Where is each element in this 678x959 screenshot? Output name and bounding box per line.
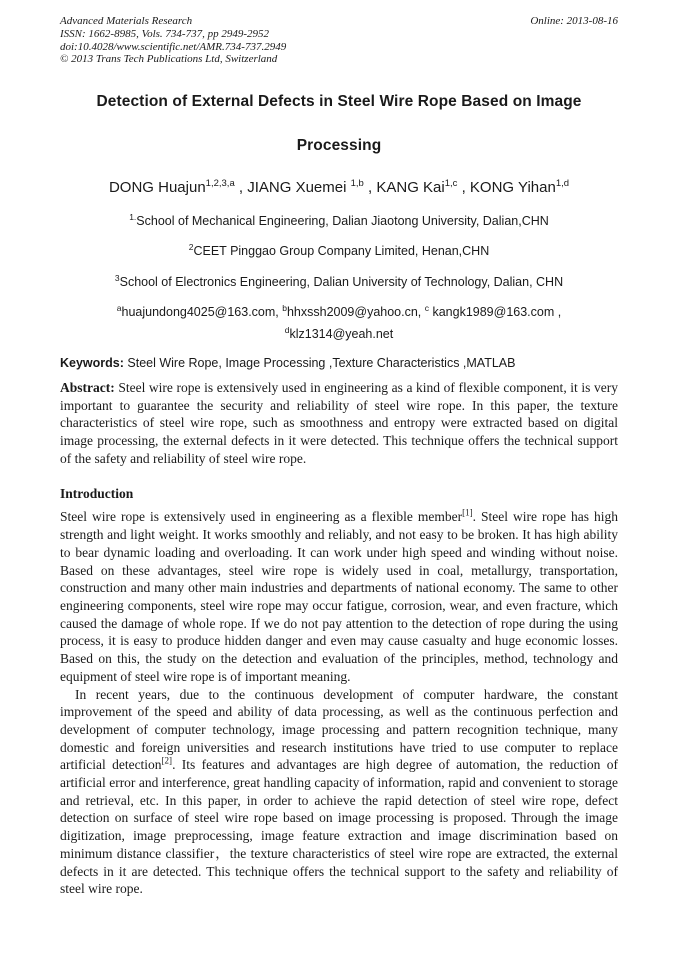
author-emails bbox=[60, 299, 618, 343]
citation-ref-1: [1] bbox=[462, 507, 473, 518]
affiliation-text: School of Electronics Engineering, Dalian University of Technology, Dalian, CHN bbox=[119, 274, 564, 289]
affiliation-superscript: 3 bbox=[114, 272, 120, 283]
paragraph-text: In recent years, due to the continuous development of computer hardware, the constant improvement of the speed and ability of data processing, as well as the continuous perfection and development of computer technology, image processing and pattern recognition technique, many domestic and foreign universities and research institutions have tried to use computer to replace artificial detection bbox=[60, 686, 618, 773]
copyright-line: © 2013 Trans Tech Publications Ltd, Switzerland bbox=[60, 53, 278, 66]
author-name: KANG Kai bbox=[376, 179, 445, 197]
email-superscript: c bbox=[424, 302, 429, 313]
author-separator: , bbox=[363, 179, 377, 197]
author-separator: , bbox=[457, 179, 470, 197]
keywords-text: Steel Wire Rope, Image Processing ,Texture Characteristics ,MATLAB bbox=[123, 355, 516, 370]
email-address: klz1314@yeah.net bbox=[289, 326, 394, 341]
journal-header bbox=[60, 15, 618, 66]
introduction-paragraph-2 bbox=[60, 686, 618, 898]
affiliations bbox=[60, 204, 618, 294]
email-address: huajundong4025@163.com, bbox=[121, 304, 283, 319]
keywords-label: Keywords: bbox=[60, 355, 124, 370]
section-heading-introduction: Introduction bbox=[60, 486, 134, 502]
authors-line bbox=[60, 174, 618, 198]
affiliation-text: CEET Pinggao Group Company Limited, Henan,CHN bbox=[193, 244, 490, 259]
journal-header-left bbox=[60, 15, 286, 66]
author-name: KONG Yihan bbox=[469, 179, 556, 197]
abstract-label: Abstract: bbox=[60, 379, 115, 395]
paper-title bbox=[60, 80, 618, 168]
email-line bbox=[60, 299, 618, 321]
affiliation-line bbox=[60, 265, 618, 295]
author-superscript: 1,c bbox=[444, 178, 458, 190]
journal-title: Advanced Materials Research bbox=[60, 15, 193, 27]
paper-title-line1: Detection of External Defects in Steel Wire Rope Based on Image bbox=[96, 93, 582, 111]
abstract-text: Steel wire rope is extensively used in engineering as a kind of flexible component, it is very important to guarantee the security and reliability of steel wire rope. In this paper, the texture characteristics of steel wire rope, such as smoothness and entropy were extracted based on digital image processing, the external defects in it were detected. This technique offers the technical support of the safety and reliability of steel wire rope. bbox=[60, 379, 618, 466]
email-address: kangk1989@163.com , bbox=[429, 304, 562, 319]
author-name: JIANG Xuemei bbox=[247, 179, 351, 197]
author-superscript: 1,d bbox=[555, 178, 570, 190]
paper-title-line2: Processing bbox=[296, 137, 382, 155]
affiliation-text: School of Mechanical Engineering, Dalian Jiaotong University, Dalian,CHN bbox=[136, 214, 549, 229]
affiliation-line bbox=[60, 234, 618, 264]
issn-line: ISSN: 1662-8985, Vols. 734-737, pp 2949-2952 bbox=[60, 27, 269, 40]
author-separator: , bbox=[234, 179, 248, 197]
email-line bbox=[60, 321, 618, 343]
paragraph-text: . Steel wire rope has high strength and light weight. It works smoothly and reliably, and not easy to be broken. It has high ability to bear dynamic loading and overloading. It can work under high speed and winding without noise. Based on these advantages, steel wire rope is widely used in coal, metallurgy, transportation, construction and many other main industries and departments of national economy. The same to other engineering components, steel wire rope may occur fatigue, corrosion, wear, and even fracture, which caused the damage of whole rope. If we do not pay attention to the detection of rope during the using process, it is easy to produce hidden danger and even may cause casualty and huge economic losses. Based on this, the study on the detection and evaluation of the principles, method, technology and equipment of steel wire rope is of important meaning. bbox=[60, 509, 619, 684]
author-superscript: 1,2,3,a bbox=[205, 178, 235, 190]
abstract-paragraph bbox=[60, 379, 618, 468]
email-superscript: b bbox=[282, 302, 287, 313]
paragraph-text: Steel wire rope is extensively used in engineering as a flexible member bbox=[60, 509, 463, 525]
email-address: hhxssh2009@yahoo.cn, bbox=[286, 304, 425, 319]
affiliation-superscript: 2 bbox=[188, 242, 194, 253]
email-superscript: a bbox=[116, 302, 122, 313]
affiliation-line bbox=[60, 204, 618, 234]
author-name: DONG Huajun bbox=[108, 179, 206, 197]
doi-line: doi:10.4028/www.scientific.net/AMR.734-737.2949 bbox=[60, 40, 287, 53]
paragraph-text: . Its features and advantages are high degree of automation, the reduction of artificial error and interference, great handling capacity of information, rapid and convenient to storage and retrieval, etc. In this paper, in order to achieve the rapid detection of steel wire rope, defect detection on surface of steel wire rope based on image processing is proposed. Through the image digitization, image preprocessing, image feature extraction and image discrimination based on minimum distance classifier，the texture characteristics of steel wire rope are extracted, the external defects in it are detected. This technique offers the technical support to the safety and reliability of steel wire rope. bbox=[60, 757, 618, 897]
online-date: Online: 2013-08-16 bbox=[530, 15, 618, 27]
author-superscript: 1,b bbox=[350, 178, 364, 190]
email-superscript: d bbox=[284, 324, 290, 335]
citation-ref-2: [2] bbox=[161, 755, 173, 766]
keywords-line bbox=[60, 355, 618, 371]
affiliation-superscript: 1. bbox=[129, 212, 137, 223]
introduction-paragraph-1 bbox=[60, 508, 618, 685]
